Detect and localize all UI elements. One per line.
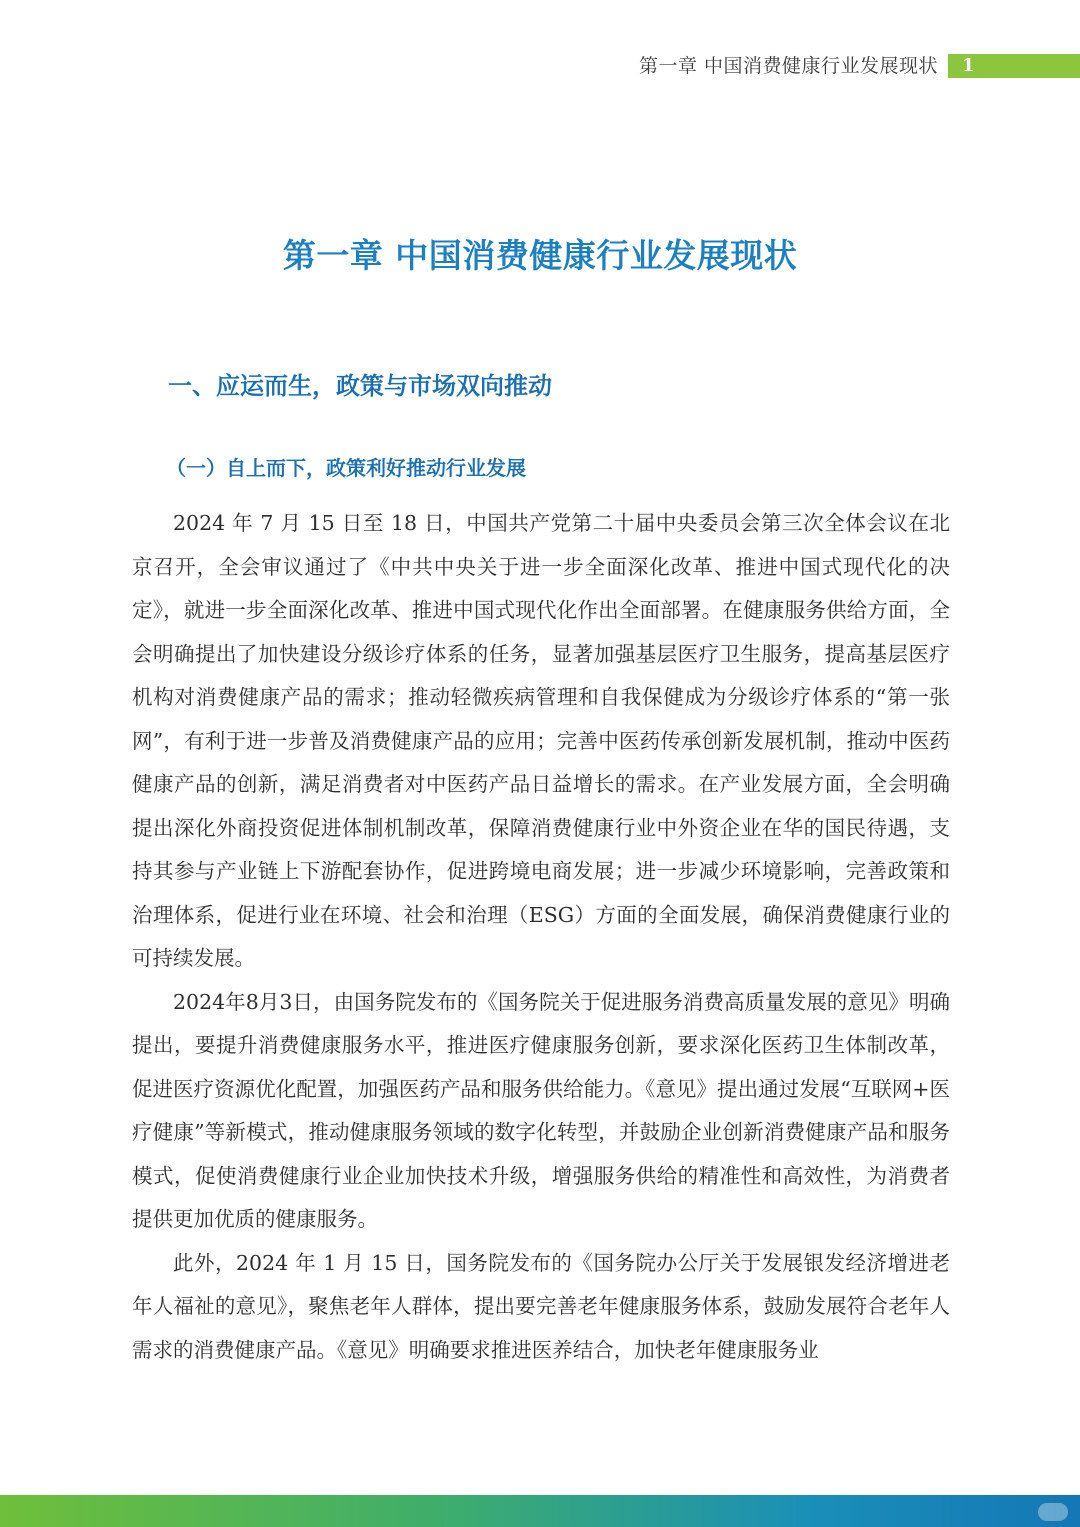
footer-gradient-bar [0, 1495, 1080, 1527]
section-title: 一、应运而生，政策与市场双向推动 [168, 372, 552, 400]
page-number: 1 [962, 55, 975, 76]
chapter-title: 第一章 中国消费健康行业发展现状 [282, 236, 798, 275]
watermark-icon [1038, 1503, 1068, 1521]
page-number-tab [948, 54, 1080, 78]
subsection-title: （一）自上而下，政策利好推动行业发展 [166, 456, 526, 480]
running-header [0, 52, 1080, 80]
body-text [132, 502, 950, 1372]
running-title: 第一章 中国消费健康行业发展现状 [638, 55, 938, 77]
paragraph: 此外，2024 年 1 月 15 日，国务院发布的《国务院办公厅关于发展银发经济增进老年人福祉的意见》，聚焦老年人群体，提出要完善老年健康服务体系，鼓励发展符合老年人需求的消费健康产品。《意见》明确要求推进医养结合，加快老年健康服务业 [132, 1250, 950, 1362]
paragraph: 2024 年 7 月 15 日至 18 日，中国共产党第二十届中央委员会第三次全体会议在北京召开，全会审议通过了《中共中央关于进一步全面深化改革、推进中国式现代化的决定》，就进一步全面深化改革、推进中国式现代化作出全面部署。在健康服务供给方面，全会明确提出了加快建设分级诊疗体系的任务，显著加强基层医疗卫生服务，提高基层医疗机构对消费健康产品的需求；推动轻微疾病管理和自我保健成为分级诊疗体系的“第一张网”，有利于进一步普及消费健康产品的应用；完善中医药传承创新发展机制，推动中医药健康产品的创新，满足消费者对中医药产品日益增长的需求。在产业发展方面，全会明确提出深化外商投资促进体制机制改革，保障消费健康行业中外资企业在华的国民待遇，支持其参与产业链上下游配套协作，促进跨境电商发展；进一步减少环境影响，完善政策和治理体系，促进行业在环境、社会和治理（ESG）方面的全面发展，确保消费健康行业的可持续发展。 [132, 511, 950, 970]
paragraph: 2024年8月3日，由国务院发布的《国务院关于促进服务消费高质量发展的意见》明确提出，要提升消费健康服务水平，推进医疗健康服务创新，要求深化医药卫生体制改革，促进医疗资源优化配置，加强医药产品和服务供给能力。《意见》提出通过发展“互联网+医疗健康”等新模式，推动健康服务领域的数字化转型，并鼓励企业创新消费健康产品和服务模式，促使消费健康行业企业加快技术升级，增强服务供给的精准性和高效性，为消费者提供更加优质的健康服务。 [132, 989, 950, 1231]
